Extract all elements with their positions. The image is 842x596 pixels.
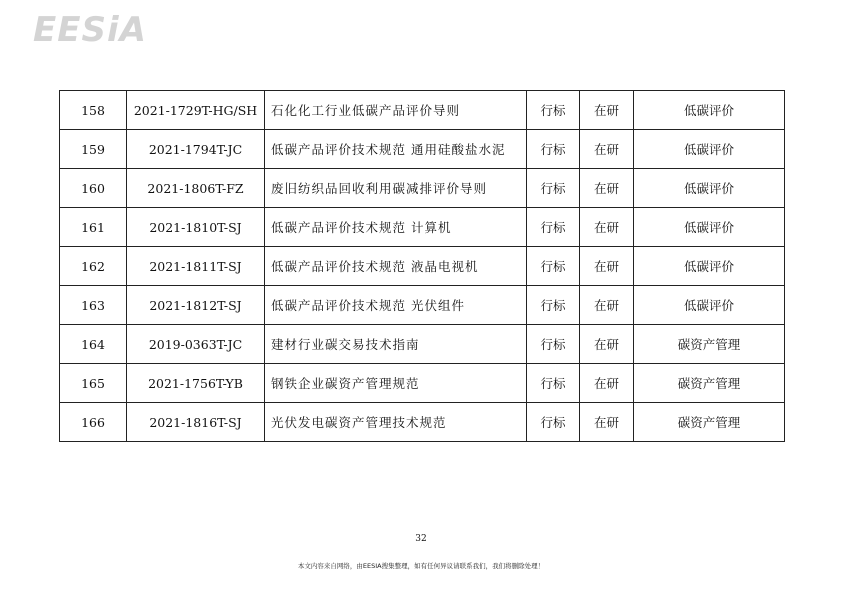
table-row [60, 130, 785, 169]
standard-type-cell: 行标 [527, 169, 580, 208]
standard-type-cell: 行标 [527, 403, 580, 442]
plan-code-cell: 2021-1810T-SJ [127, 208, 265, 247]
standard-type-cell: 行标 [527, 208, 580, 247]
category-cell: 碳资产管理 [634, 403, 785, 442]
row-number-cell: 158 [60, 91, 127, 130]
status-cell: 在研 [580, 130, 634, 169]
status-cell: 在研 [580, 364, 634, 403]
table-row [60, 286, 785, 325]
plan-code-cell: 2021-1816T-SJ [127, 403, 265, 442]
category-cell: 碳资产管理 [634, 364, 785, 403]
category-cell: 低碳评价 [634, 91, 785, 130]
standard-name-cell: 钢铁企业碳资产管理规范 [265, 364, 527, 403]
standards-table [59, 90, 785, 442]
standard-type-cell: 行标 [527, 130, 580, 169]
category-cell: 低碳评价 [634, 247, 785, 286]
row-number-cell: 166 [60, 403, 127, 442]
row-number-cell: 165 [60, 364, 127, 403]
category-cell: 碳资产管理 [634, 325, 785, 364]
table-row [60, 325, 785, 364]
plan-code-cell: 2021-1811T-SJ [127, 247, 265, 286]
table-row [60, 247, 785, 286]
standard-type-cell: 行标 [527, 286, 580, 325]
standard-name-cell: 低碳产品评价技术规范 液晶电视机 [265, 247, 527, 286]
row-number-cell: 162 [60, 247, 127, 286]
plan-code-cell: 2021-1806T-FZ [127, 169, 265, 208]
status-cell: 在研 [580, 325, 634, 364]
row-number-cell: 160 [60, 169, 127, 208]
standard-name-cell: 建材行业碳交易技术指南 [265, 325, 527, 364]
status-cell: 在研 [580, 403, 634, 442]
status-cell: 在研 [580, 286, 634, 325]
plan-code-cell: 2021-1729T-HG/SH [127, 91, 265, 130]
row-number-cell: 161 [60, 208, 127, 247]
category-cell: 低碳评价 [634, 130, 785, 169]
page-number: 32 [415, 534, 427, 544]
plan-code-cell: 2021-1756T-YB [127, 364, 265, 403]
table-row [60, 364, 785, 403]
row-number-cell: 164 [60, 325, 127, 364]
standard-name-cell: 低碳产品评价技术规范 计算机 [265, 208, 527, 247]
category-cell: 低碳评价 [634, 169, 785, 208]
plan-code-cell: 2021-1812T-SJ [127, 286, 265, 325]
eesia-logo: EESiA [33, 10, 147, 50]
table-row [60, 91, 785, 130]
table-row [60, 169, 785, 208]
row-number-cell: 159 [60, 130, 127, 169]
plan-code-cell: 2021-1794T-JC [127, 130, 265, 169]
status-cell: 在研 [580, 91, 634, 130]
status-cell: 在研 [580, 208, 634, 247]
footer-disclaimer: 本文内容来自网络，由EESIA搜集整理，如有任何异议请联系我们，我们将删除处理！ [297, 562, 545, 570]
standard-name-cell: 低碳产品评价技术规范 光伏组件 [265, 286, 527, 325]
plan-code-cell: 2019-0363T-JC [127, 325, 265, 364]
status-cell: 在研 [580, 169, 634, 208]
table-row [60, 208, 785, 247]
standard-name-cell: 低碳产品评价技术规范 通用硅酸盐水泥 [265, 130, 527, 169]
row-number-cell: 163 [60, 286, 127, 325]
standard-type-cell: 行标 [527, 364, 580, 403]
standard-type-cell: 行标 [527, 91, 580, 130]
table-body [60, 91, 785, 442]
standard-name-cell: 光伏发电碳资产管理技术规范 [265, 403, 527, 442]
status-cell: 在研 [580, 247, 634, 286]
category-cell: 低碳评价 [634, 286, 785, 325]
standard-type-cell: 行标 [527, 247, 580, 286]
table-row [60, 403, 785, 442]
category-cell: 低碳评价 [634, 208, 785, 247]
standard-type-cell: 行标 [527, 325, 580, 364]
standard-name-cell: 废旧纺织品回收利用碳减排评价导则 [265, 169, 527, 208]
standard-name-cell: 石化化工行业低碳产品评价导则 [265, 91, 527, 130]
